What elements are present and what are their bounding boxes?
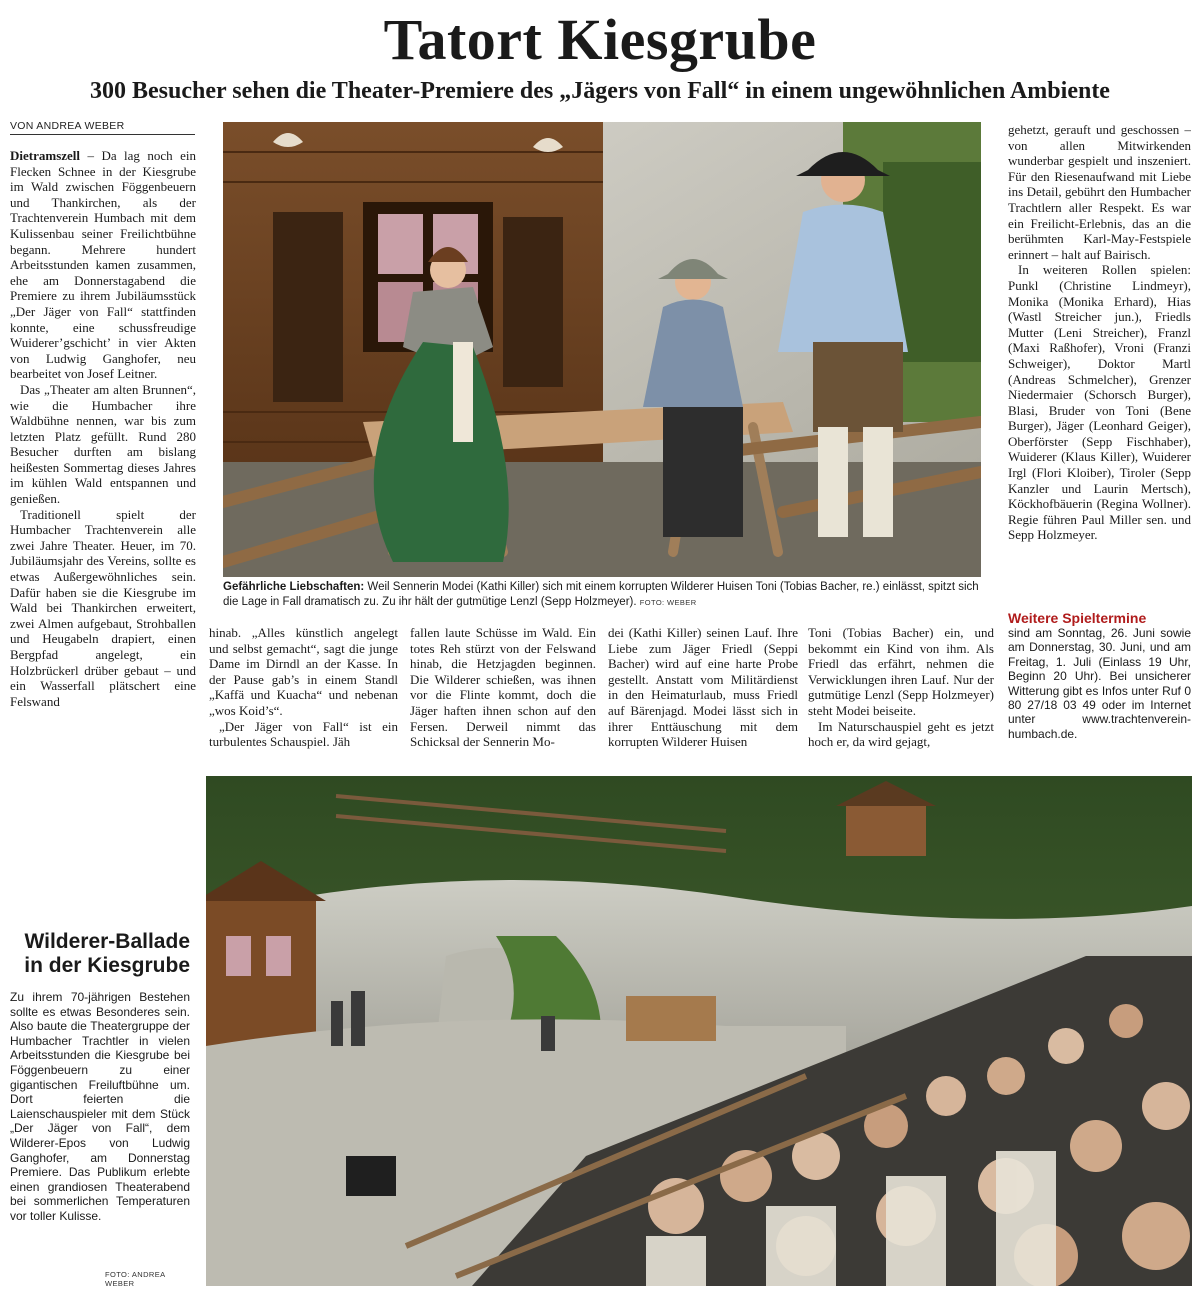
photo-credit: FOTO: WEBER [639, 598, 697, 607]
info-box-text: sind am Sonntag, 26. Juni sowie am Donnerstag, 30. Juni, und am Freitag, 1. Juli (Einlass 19 Uhr, Beginn 20 Uhr). Bei unsicherer Witterung gibt es Infos unter Ruf 0 80 27/18 03 49 oder im Internet unter www.trachtenverein-humbach.de. [1008, 626, 1191, 741]
sidebar-title-line: in der Kiesgrube [24, 954, 190, 977]
caption-label: Gefährliche Liebschaften: [223, 581, 365, 593]
paragraph: Das „Theater am alten Brunnen“, wie die Humbacher ihre Waldbühne nennen, war bis zum letzten Platz gefüllt. Rund 280 Besucher durften am bislang heißesten Sommertag dieses Jahres im kühlen Wald entspannen und genießen. [10, 381, 196, 507]
subheadline: 300 Besucher sehen die Theater-Premiere des „Jägers von Fall“ in einem ungewöhnlichen Ambiente [90, 78, 1110, 104]
photo-caption [223, 580, 983, 610]
article-column-2 [209, 625, 398, 769]
paragraph: gehetzt, gerauft und geschossen – von allen Mitwirkenden wunderbar gespielt und inszeniert. Für den Riesenaufwand mit Liebe ins Detail, gebührt den Humbacher Trachtlern aller Respekt. Es war ein Freilicht-Erlebnis, das an die berühmten Karl-May-Festspiele erinnert – halt auf Bairisch. [1008, 122, 1191, 262]
sidebar-title-line: Wilderer-Ballade [24, 930, 190, 953]
article-column-3 [410, 625, 596, 769]
sidebar-photo-credit: FOTO: ANDREA WEBER [105, 1270, 166, 1288]
photo-open-air-stage [206, 776, 1192, 1286]
dateline: Dietramszell [10, 148, 81, 163]
paragraph: Traditionell spielt der Humbacher Trachtenverein alle zwei Jahre Theater. Heuer, im 70. Jubiläumsjahr des Vereins, sollte es etwas Außergewöhnliches sein. Dafür haben sie die Kiesgrube im Wald bei Thankirchen erweitert, zwei Almen aufgebaut, Strohballen und Heugabeln drapiert, einen Bergpfad angelegt, ein Holzbrückerl drüber gebaut – und ein Wasserfall plätschert eine Felswand [10, 506, 196, 709]
byline: VON ANDREA WEBER [10, 120, 195, 135]
sidebar-text: Zu ihrem 70-jährigen Bestehen sollte es etwas Besonderes sein. Also baute die Theatergruppe der Humbacher Trachtler in vielen Arbeitsstunden die Kiesgrube bei Föggenbeuern zu einer gigantischen Freiluftbühne um. Dort feierten die Laienschauspieler mit dem Stück „Der Jäger von Fall“, dem Wilderer-Epos von Ludwig Ganghofer, am Donnerstag Premiere. Das Publikum erlebte einen grandiosen Theaterabend bei sommerlichen Temperaturen vor toller Kulisse. [10, 990, 190, 1223]
paragraph: dei (Kathi Killer) seinen Lauf. Ihre Liebe zum Jäger Friedl (Seppi Bacher) wird auf eine harte Probe gestellt. Anstatt vom Militärdienst in den Heimaturlaub, muss Friedl auf Bärenjagd. Modei lässt sich in ihrer Enttäuschung mit dem korrupten Wilderer Huisen [608, 625, 798, 750]
paragraph: „Der Jäger von Fall“ ist ein turbulentes Schauspiel. Jäh [209, 718, 398, 750]
article-column-6 [1008, 122, 1191, 607]
paragraph: Toni (Tobias Bacher) ein, und bekommt ein Kind von ihm. Als Friedl das erfährt, nehmen die Verwicklungen ihren Lauf. Nur der gutmütige Lenzl (Sepp Holzmeyer) steht Modei beiseite. [808, 625, 994, 718]
paragraph: fallen laute Schüsse im Wald. Ein totes Reh stürzt von der Felswand hinab, die Hetzjagden beginnen. Die Wilderer schießen, was ihnen vor die Flinte kommt, doch die Jäger haften ihnen schon auf den Fersen. Derweil nimmt das Schicksal der Sennerin Mo- [410, 625, 596, 750]
info-box [1008, 610, 1191, 770]
article-column-5 [808, 625, 994, 769]
paragraph: Im Naturschauspiel geht es jetzt hoch er, da wird gejagt, [808, 718, 994, 750]
info-box-heading: Weitere Spieltermine [1008, 610, 1147, 626]
sidebar-title [10, 930, 190, 978]
paragraph: hinab. „Alles künstlich angelegt und selbst gemacht“, sagt die junge Dame im Dirndl an der Kasse. In der Pause gab’s in einem Standl „Kaffä und Kuacha“ und nebenan „wos Koid’s“. [209, 625, 398, 718]
photo-stage-scene [223, 122, 981, 577]
paragraph: – Da lag noch ein Flecken Schnee in der Kiesgrube im Wald zwischen Föggenbeuern und Thankirchen, als der Trachtenverein Humbach mit dem Kulissenbau seiner Freilichtbühne begann. Mehrere hundert Arbeitsstunden kamen zusammen, ehe am Donnerstagabend die Premiere zu ihrem Jubiläumsstück „Der Jäger von Fall“ stattfinden konnte, eine schussfreudige Wuiderer’gschicht’ in vier Akten von Ludwig Ganghofer, neu bearbeitet von Josef Leitner. [10, 148, 196, 382]
paragraph: In weiteren Rollen spielen: Punkl (Christine Lindmeyr), Monika (Monika Erhard), Hias (Wastl Streicher jun.), Friedls Mutter (Leni Streicher), Franzl (Maxi Raßhofer), Vroni (Franzi Schweiger), Doktor Martl (Andreas Schmelcher), Grenzer Niedermaier (Schorsch Burger), Blasi, Bruder von Toni (Bene Burger), Jäger (Leonhard Geiger), Oberförster (Sepp Fischhaber), Wuiderer (Klaus Killer), Wuiderer Irgl (Flori Kloiber), Tiroler (Sepp Kanzler und Laurin Mertsch), Köckhofbäuerin (Regina Wollner). Regie führen Paul Miller sen. und Sepp Holzmeyer. [1008, 262, 1191, 543]
caption-text: Weil Sennerin Modei (Kathi Killer) sich mit einem korrupten Wilderer Huisen Toni (Tobias Bacher, re.) einlässt, spitzt sich die Lage in Fall dramatisch zu. Zu ihr hält der gutmütige Lenzl (Sepp Holzmeyer). [223, 581, 979, 608]
article-column-4 [608, 625, 798, 769]
article-column-1 [10, 148, 196, 768]
headline: Tatort Kiesgrube [383, 7, 817, 72]
